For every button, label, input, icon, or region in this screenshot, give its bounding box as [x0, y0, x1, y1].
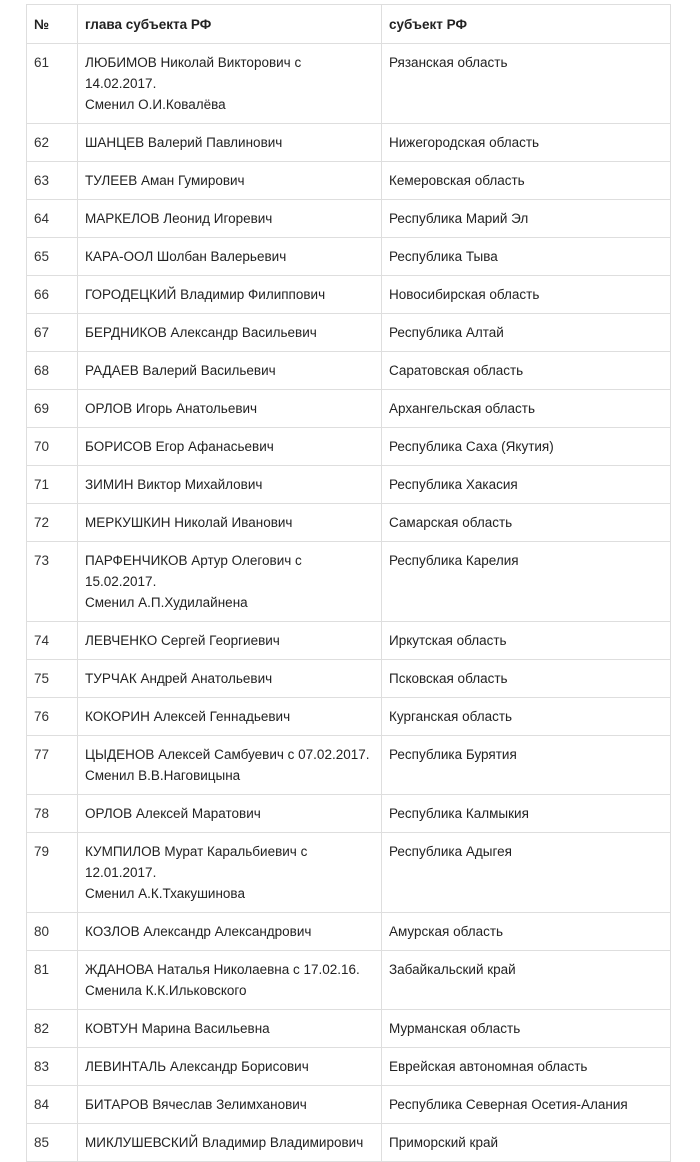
table-row [27, 1010, 671, 1048]
region-head-name: ТУЛЕЕВ Аман Гумирович [85, 173, 245, 188]
row-region: Республика Алтай [382, 314, 671, 352]
row-region-head [78, 352, 382, 390]
region-head-name: ЖДАНОВА Наталья Николаевна с 17.02.16. [85, 962, 360, 977]
region-head-name: МИКЛУШЕВСКИЙ Владимир Владимирович [85, 1135, 364, 1150]
row-region: Республика Тыва [382, 238, 671, 276]
region-head-name: ГОРОДЕЦКИЙ Владимир Филиппович [85, 287, 326, 302]
row-number: 68 [27, 352, 78, 390]
row-region-head [78, 1086, 382, 1124]
table-row [27, 660, 671, 698]
row-region-head [78, 622, 382, 660]
table-row [27, 428, 671, 466]
table-row [27, 504, 671, 542]
row-region: Кемеровская область [382, 162, 671, 200]
table-row [27, 162, 671, 200]
row-region-head [78, 833, 382, 913]
row-number: 62 [27, 124, 78, 162]
region-head-name: ПАРФЕНЧИКОВ Артур Олегович с 15.02.2017. [85, 553, 302, 589]
row-number: 83 [27, 1048, 78, 1086]
row-number: 85 [27, 1124, 78, 1162]
row-region-head [78, 390, 382, 428]
region-head-name: БОРИСОВ Егор Афанасьевич [85, 439, 274, 454]
region-head-note: Сменил В.В.Наговицына [85, 768, 241, 783]
row-region-head [78, 542, 382, 622]
table-row [27, 314, 671, 352]
row-region: Республика Калмыкия [382, 795, 671, 833]
region-head-note: Сменил А.К.Тхакушинова [85, 886, 245, 901]
region-head-note: Сменил О.И.Ковалёва [85, 97, 226, 112]
row-region: Иркутская область [382, 622, 671, 660]
row-number: 72 [27, 504, 78, 542]
row-number: 69 [27, 390, 78, 428]
row-region: Архангельская область [382, 390, 671, 428]
row-region-head [78, 660, 382, 698]
row-region: Саратовская область [382, 352, 671, 390]
row-region: Республика Адыгея [382, 833, 671, 913]
table-row [27, 124, 671, 162]
header-region-head: глава субъекта РФ [78, 5, 382, 44]
row-number: 64 [27, 200, 78, 238]
table-row [27, 200, 671, 238]
region-head-name: БЕРДНИКОВ Александр Васильевич [85, 325, 317, 340]
row-region: Рязанская область [382, 44, 671, 124]
region-head-name: ЛЕВЧЕНКО Сергей Георгиевич [85, 633, 280, 648]
row-number: 66 [27, 276, 78, 314]
row-region-head [78, 276, 382, 314]
row-number: 84 [27, 1086, 78, 1124]
region-head-name: ОРЛОВ Алексей Маратович [85, 806, 261, 821]
table-row [27, 238, 671, 276]
row-number: 75 [27, 660, 78, 698]
region-head-name: КОКОРИН Алексей Геннадьевич [85, 709, 291, 724]
row-number: 70 [27, 428, 78, 466]
row-region: Республика Северная Осетия-Алания [382, 1086, 671, 1124]
row-region: Курганская область [382, 698, 671, 736]
table-row [27, 276, 671, 314]
row-region-head [78, 200, 382, 238]
row-region-head [78, 44, 382, 124]
region-head-name: КОЗЛОВ Александр Александрович [85, 924, 312, 939]
row-region-head [78, 951, 382, 1010]
region-head-name: МЕРКУШКИН Николай Иванович [85, 515, 293, 530]
row-region: Амурская область [382, 913, 671, 951]
row-number: 81 [27, 951, 78, 1010]
table-row [27, 1086, 671, 1124]
table-row [27, 736, 671, 795]
row-number: 67 [27, 314, 78, 352]
row-region: Еврейская автономная область [382, 1048, 671, 1086]
governors-table [26, 4, 671, 1162]
region-head-name: ЛЮБИМОВ Николай Викторович с 14.02.2017. [85, 55, 302, 91]
row-region: Новосибирская область [382, 276, 671, 314]
row-region: Республика Марий Эл [382, 200, 671, 238]
table-row [27, 466, 671, 504]
region-head-name: ТУРЧАК Андрей Анатольевич [85, 671, 273, 686]
table-row [27, 951, 671, 1010]
region-head-name: КАРА-ООЛ Шолбан Валерьевич [85, 249, 287, 264]
row-region-head [78, 1048, 382, 1086]
region-head-note: Сменила К.К.Ильковского [85, 983, 247, 998]
region-head-name: МАРКЕЛОВ Леонид Игоревич [85, 211, 273, 226]
table-header-row [27, 5, 671, 44]
table-row [27, 1124, 671, 1162]
row-region-head [78, 428, 382, 466]
region-head-name: ЗИМИН Виктор Михайлович [85, 477, 263, 492]
row-region-head [78, 504, 382, 542]
row-region-head [78, 913, 382, 951]
row-region: Самарская область [382, 504, 671, 542]
row-number: 61 [27, 44, 78, 124]
table-row [27, 1048, 671, 1086]
row-region-head [78, 238, 382, 276]
region-head-name: ЦЫДЕНОВ Алексей Самбуевич с 07.02.2017. [85, 747, 370, 762]
row-region: Псковская область [382, 660, 671, 698]
row-number: 73 [27, 542, 78, 622]
region-head-name: РАДАЕВ Валерий Васильевич [85, 363, 276, 378]
row-region-head [78, 124, 382, 162]
row-number: 77 [27, 736, 78, 795]
region-head-name: ШАНЦЕВ Валерий Павлинович [85, 135, 283, 150]
row-region: Мурманская область [382, 1010, 671, 1048]
region-head-name: КОВТУН Марина Васильевна [85, 1021, 270, 1036]
row-region-head [78, 698, 382, 736]
row-region-head [78, 736, 382, 795]
row-region-head [78, 314, 382, 352]
row-region-head [78, 466, 382, 504]
table-row [27, 352, 671, 390]
row-number: 80 [27, 913, 78, 951]
row-number: 74 [27, 622, 78, 660]
row-number: 71 [27, 466, 78, 504]
row-region-head [78, 162, 382, 200]
row-number: 63 [27, 162, 78, 200]
row-number: 82 [27, 1010, 78, 1048]
row-region: Республика Карелия [382, 542, 671, 622]
row-region-head [78, 1124, 382, 1162]
region-head-name: БИТАРОВ Вячеслав Зелимханович [85, 1097, 307, 1112]
row-number: 78 [27, 795, 78, 833]
region-head-note: Сменил А.П.Худилайнена [85, 595, 248, 610]
row-number: 79 [27, 833, 78, 913]
row-region: Республика Хакасия [382, 466, 671, 504]
table-row [27, 542, 671, 622]
row-region: Приморский край [382, 1124, 671, 1162]
table-row [27, 44, 671, 124]
region-head-name: ЛЕВИНТАЛЬ Александр Борисович [85, 1059, 309, 1074]
table-body [27, 44, 671, 1162]
table-row [27, 833, 671, 913]
row-region: Республика Саха (Якутия) [382, 428, 671, 466]
region-head-name: КУМПИЛОВ Мурат Каральбиевич с 12.01.2017. [85, 844, 308, 880]
table-row [27, 795, 671, 833]
row-region-head [78, 795, 382, 833]
row-region: Республика Бурятия [382, 736, 671, 795]
row-region-head [78, 1010, 382, 1048]
header-number: № [27, 5, 78, 44]
header-region: субъект РФ [382, 5, 671, 44]
table-row [27, 622, 671, 660]
governors-table-container [26, 4, 670, 1162]
table-row [27, 390, 671, 428]
table-row [27, 698, 671, 736]
table-row [27, 913, 671, 951]
row-region: Нижегородская область [382, 124, 671, 162]
row-number: 65 [27, 238, 78, 276]
row-number: 76 [27, 698, 78, 736]
row-region: Забайкальский край [382, 951, 671, 1010]
region-head-name: ОРЛОВ Игорь Анатольевич [85, 401, 258, 416]
